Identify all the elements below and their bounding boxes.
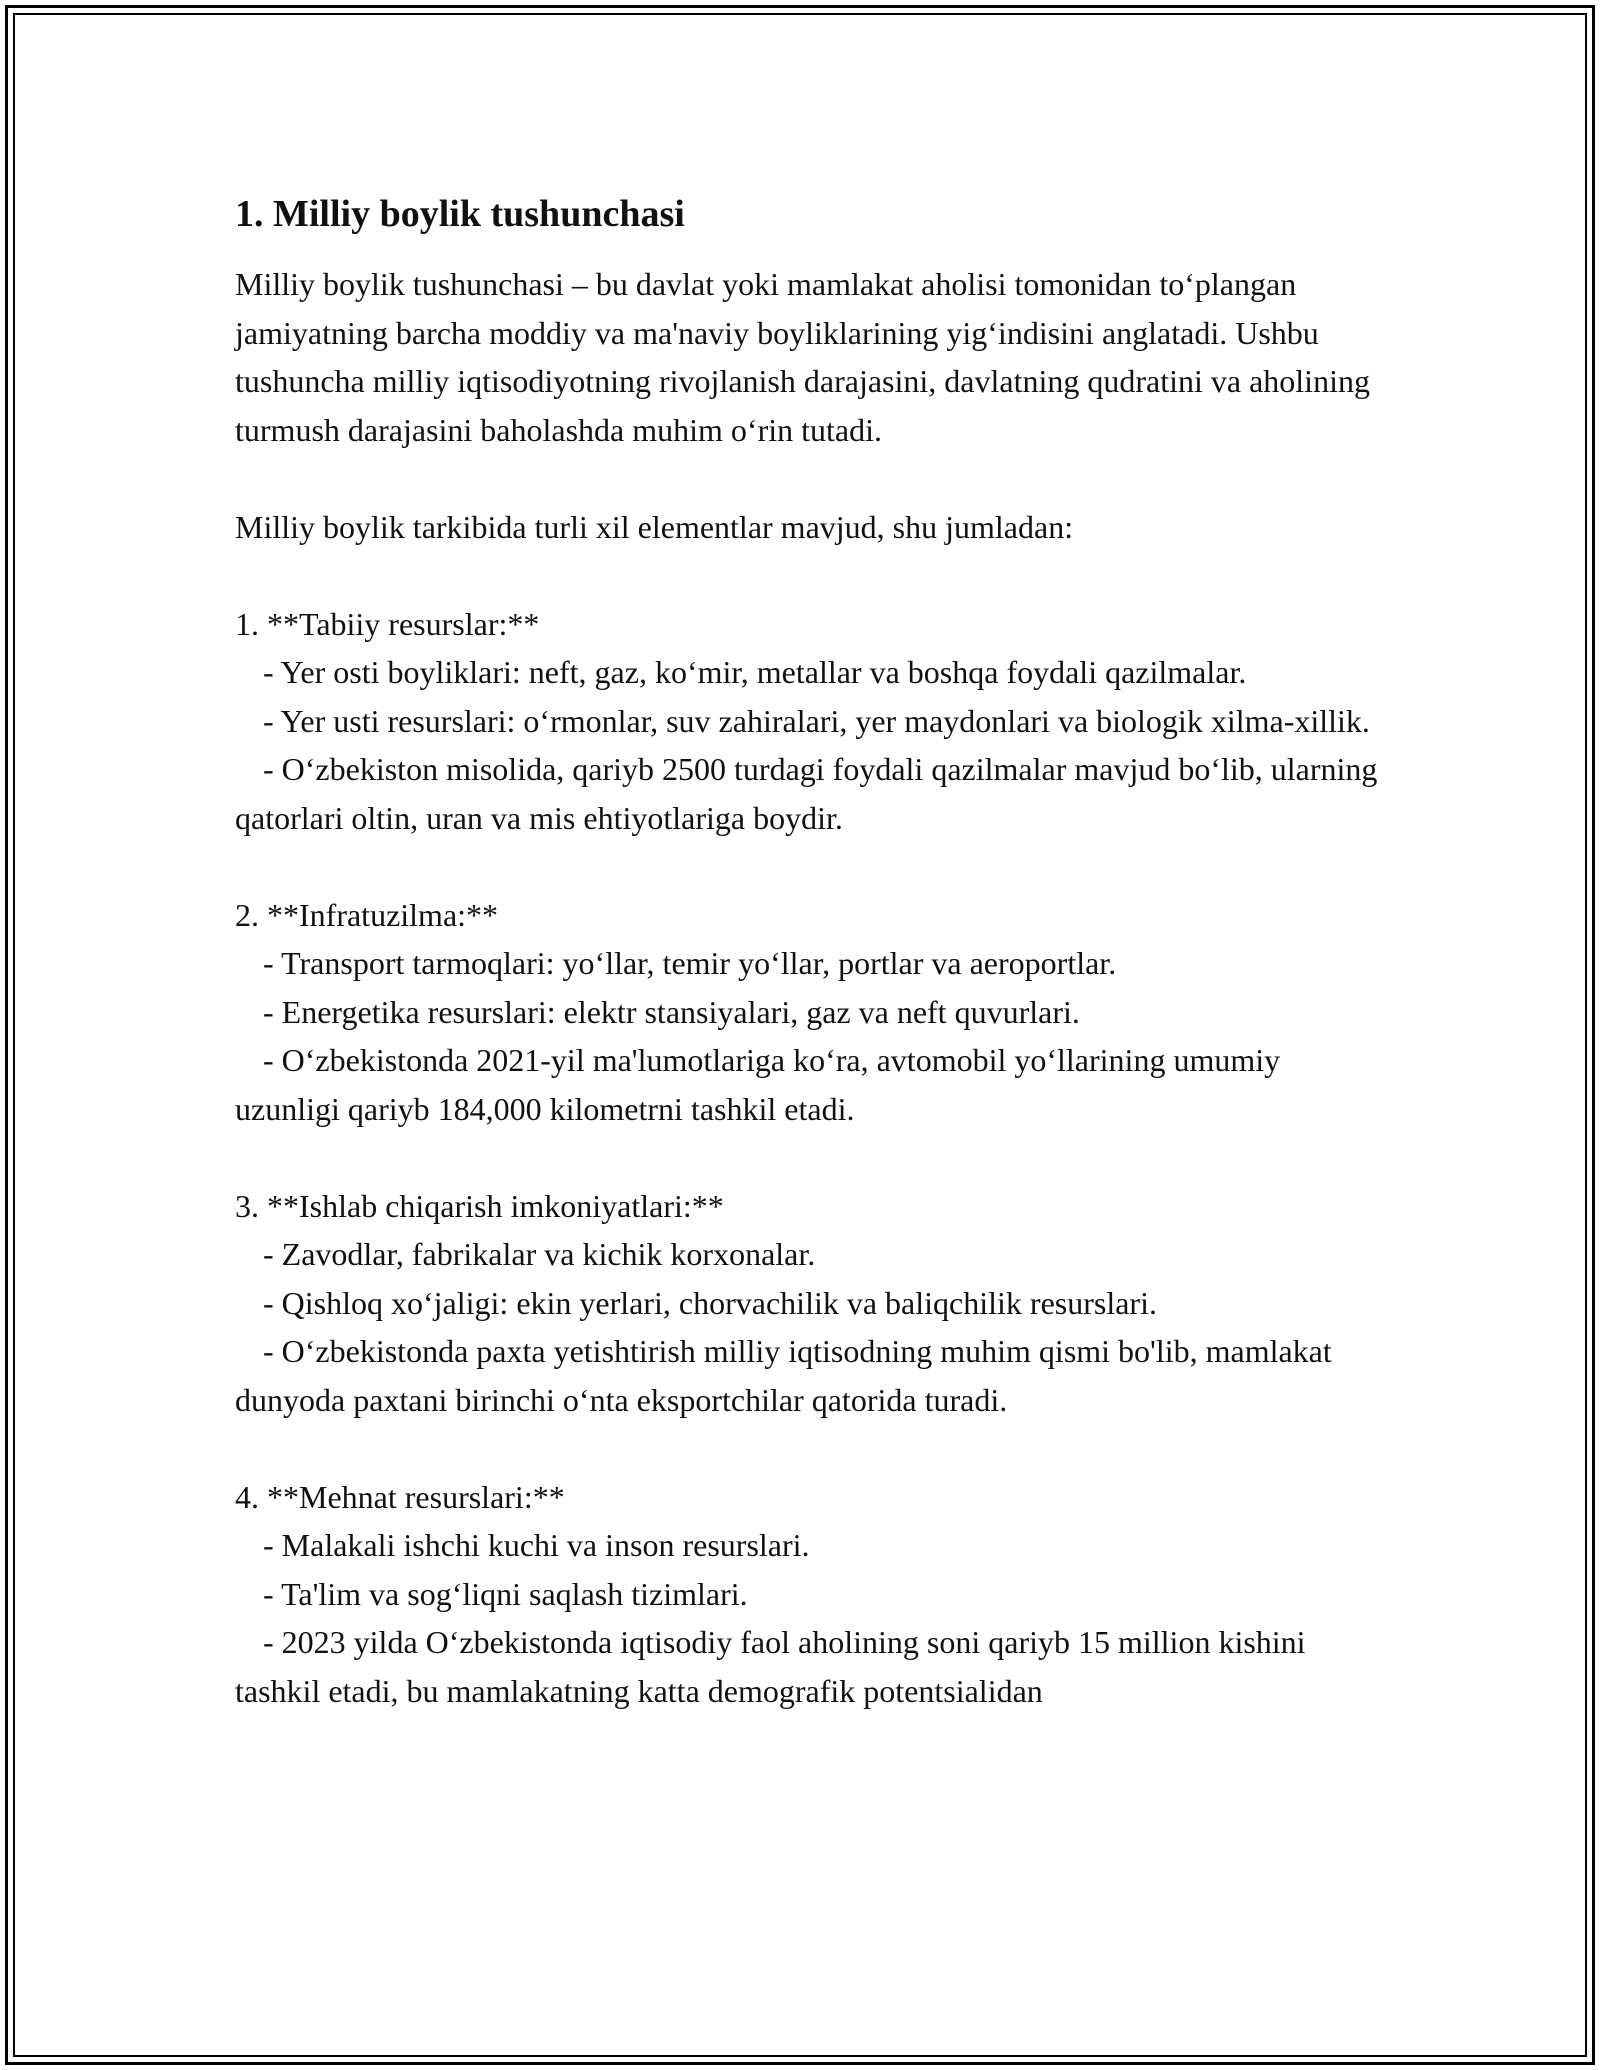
list-item: - O‘zbekistonda paxta yetishtirish milliy iqtisodning muhim qismi bo'lib, mamlakat dunyoda paxtani birinchi o‘nta eksportchilar qatorida turadi. (235, 1333, 1332, 1418)
lead-paragraph: Milliy boylik tarkibida turli xil elementlar mavjud, shu jumladan: (235, 508, 1074, 545)
section-labor-resources (235, 1473, 1380, 1716)
section-production (235, 1182, 1380, 1425)
list-item: - Zavodlar, fabrikalar va kichik korxonalar. (263, 1236, 816, 1272)
list-item: - Ta'lim va sog‘liqni saqlash tizimlari. (263, 1575, 748, 1612)
section-infrastructure (235, 891, 1380, 1134)
list-item: - O‘zbekiston misolida, qariyb 2500 turdagi foydali qazilmalar mavjud bo‘lib, ularning qatorlari oltin, uran va mis ehtiyotlariga boydir. (235, 751, 1378, 836)
list-item: - Qishloq xo‘jaligi: ekin yerlari, chorvachilik va baliqchilik resurslari. (263, 1284, 1157, 1321)
list-item: - Energetika resurslari: elektr stansiyalari, gaz va neft quvurlari. (263, 993, 1080, 1030)
list-item: - Yer osti boyliklari: neft, gaz, ko‘mir, metallar va boshqa foydali qazilmalar. (263, 654, 1247, 690)
section-title: 3. **Ishlab chiqarish imkoniyatlari:** (235, 1187, 724, 1224)
list-item: - Malakali ishchi kuchi va inson resurslari. (263, 1527, 810, 1563)
list-item: - 2023 yilda O‘zbekistonda iqtisodiy faol aholining soni qariyb 15 million kishini tashkil etadi, bu mamlakatning katta demografik potentsialidan (235, 1624, 1306, 1709)
document-body (235, 188, 1380, 1715)
intro-paragraph: Milliy boylik tushunchasi – bu davlat yoki mamlakat aholisi tomonidan to‘plangan jamiyatning barcha moddiy va ma'naviy boyliklarining yig‘indisini anglatadi. Ushbu tushuncha milliy iqtisodiyotning rivojlanish darajasini, davlatning qudratini va aholining turmush darajasini baholashda muhim o‘rin tutadi. (235, 266, 1370, 448)
page-title: 1. Milliy boylik tushunchasi (235, 193, 685, 235)
section-title: 1. **Tabiiy resurslar:** (235, 605, 540, 642)
list-item: - Yer usti resurslari: o‘rmonlar, suv zahiralari, yer maydonlari va biologik xilma-xillik. (263, 702, 1370, 739)
list-item: - Transport tarmoqlari: yo‘llar, temir yo‘llar, portlar va aeroportlar. (263, 945, 1117, 981)
section-title: 4. **Mehnat resurslari:** (235, 1478, 565, 1515)
section-title: 2. **Infratuzilma:** (235, 896, 499, 933)
section-natural-resources (235, 600, 1380, 843)
list-item: - O‘zbekistonda 2021-yil ma'lumotlariga ko‘ra, avtomobil yo‘llarining umumiy uzunligi qariyb 184,000 kilometrni tashkil etadi. (235, 1042, 1281, 1127)
